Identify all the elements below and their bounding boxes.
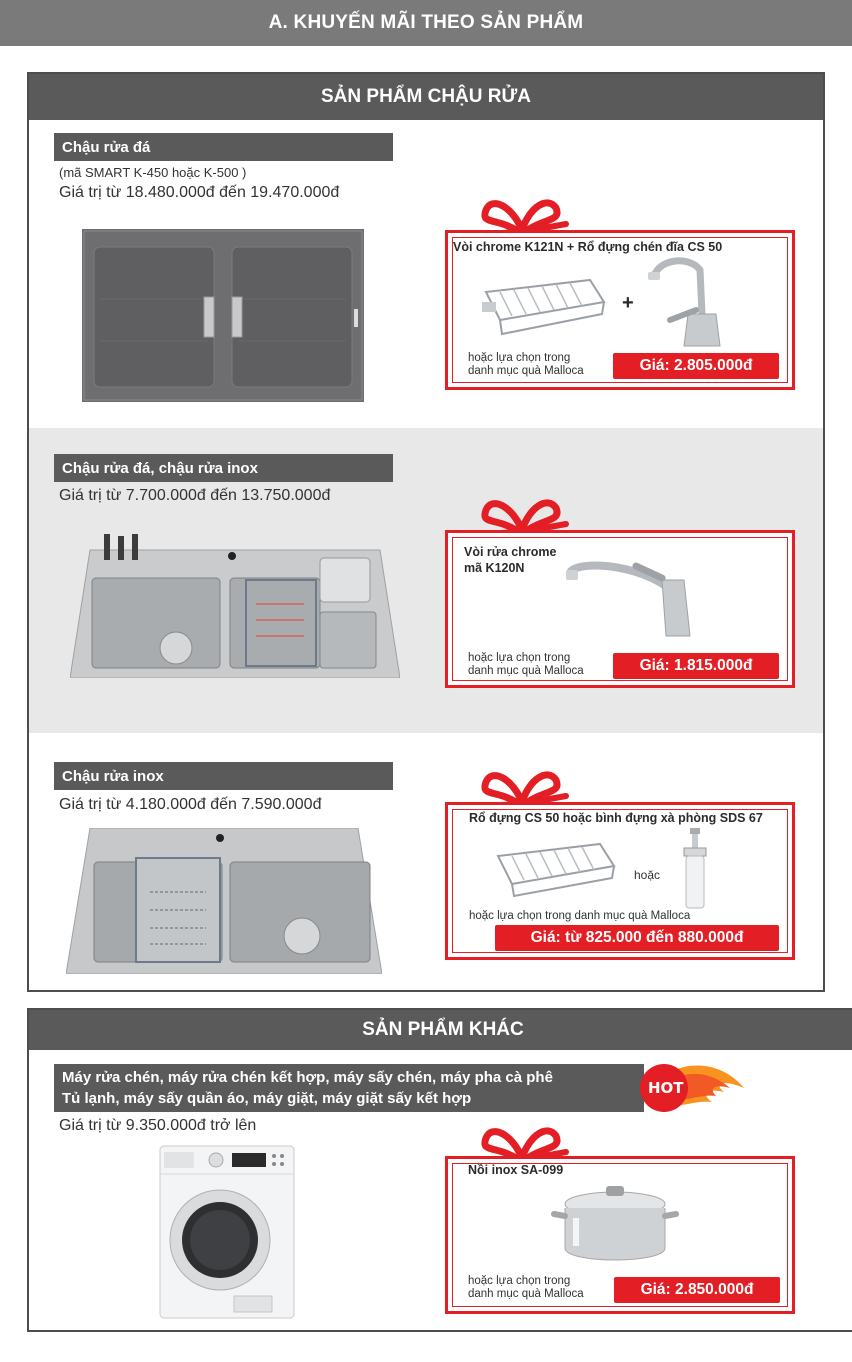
gift-3-title: Rổ đựng CS 50 hoặc bình đựng xà phòng SDS 67 [469, 811, 763, 825]
gift-2-note [468, 652, 584, 678]
other-products-label [54, 1064, 644, 1112]
gift-2-note-line1: hoặc lựa chọn trong [468, 652, 571, 664]
other-products-label-line2: Tủ lạnh, máy sấy quần áo, máy giặt, máy giặt sấy kết hợp [62, 1090, 472, 1107]
other-products-title-text: SẢN PHẨM KHÁC [362, 1019, 524, 1040]
faucet-k121n-image [640, 254, 740, 354]
sink-products-title [29, 74, 823, 120]
inox-sink-with-knives-image [70, 530, 400, 678]
gift-2-price: Giá: 1.815.000đ [613, 653, 779, 679]
sink-item-3-price-range: Giá trị từ 4.180.000đ đến 7.590.000đ [59, 796, 322, 813]
gift-3-or: hoặc [634, 868, 661, 882]
sink-item-1-price-range: Giá trị từ 18.480.000đ đến 19.470.000đ [59, 184, 340, 201]
faucet-k120n-image [566, 556, 706, 642]
sink-products-title-text: SẢN PHẨM CHẬU RỬA [321, 86, 531, 107]
gift-2-note-line2: danh mục quà Malloca [468, 665, 584, 677]
gift-4-title: Nồi inox SA-099 [468, 1163, 564, 1177]
other-products-label-line1: Máy rửa chén, máy rửa chén kết hợp, máy sấy chén, máy pha cà phê [62, 1069, 553, 1086]
gift-3-price: Giá: từ 825.000 đến 880.000đ [495, 925, 779, 951]
gift-3-note: hoặc lựa chọn trong danh mục quà Malloca [469, 910, 691, 922]
sink-item-3-label [54, 762, 393, 790]
inox-pot-image [548, 1184, 682, 1270]
dish-rack-cs50-image [492, 836, 618, 900]
sink-item-1-label-text: Chậu rửa đá [62, 138, 151, 156]
stone-sink-image [82, 229, 364, 402]
sink-item-3-label-text: Chậu rửa inox [62, 767, 164, 785]
other-products-price-range: Giá trị từ 9.350.000đ trở lên [59, 1117, 257, 1134]
sink-item-2-label [54, 454, 393, 482]
gift-1-note [468, 352, 584, 378]
gift-1-note-line1: hoặc lựa chọn trong [468, 352, 571, 364]
sink-item-2-price-range: Giá trị từ 7.700.000đ đến 13.750.000đ [59, 487, 331, 504]
dish-rack-image [480, 272, 608, 338]
page-title: A. KHUYẾN MÃI THEO SẢN PHẨM [268, 12, 584, 33]
gift-1-price: Giá: 2.805.000đ [613, 353, 779, 379]
gift-2-title-line1: Vòi rửa chrome [464, 545, 557, 559]
gift-4-note [468, 1275, 584, 1301]
page-header [0, 0, 852, 46]
other-products-title [29, 1010, 852, 1050]
washing-machine-image [158, 1144, 296, 1320]
gift-4-note-line1: hoặc lựa chọn trong [468, 1275, 571, 1287]
gift-4-price: Giá: 2.850.000đ [614, 1277, 780, 1303]
sink-item-2-label-text: Chậu rửa đá, chậu rửa inox [62, 459, 258, 477]
sink-item-1-label [54, 133, 393, 161]
gift-1-title: Vòi chrome K121N + Rổ đựng chén đĩa CS 50 [453, 240, 723, 254]
gift-1-note-line2: danh mục quà Malloca [468, 365, 584, 377]
gift-1-plus: + [622, 292, 634, 314]
inox-sink-image [66, 828, 382, 974]
gift-4-note-line2: danh mục quà Malloca [468, 1288, 584, 1300]
gift-2-title-line2: mã K120N [464, 561, 525, 575]
gift-2-title [464, 544, 556, 576]
soap-dispenser-image [680, 828, 710, 910]
sink-item-1-code: (mã SMART K-450 hoặc K-500 ) [59, 165, 247, 180]
hot-badge-text: HOT [648, 1079, 684, 1097]
